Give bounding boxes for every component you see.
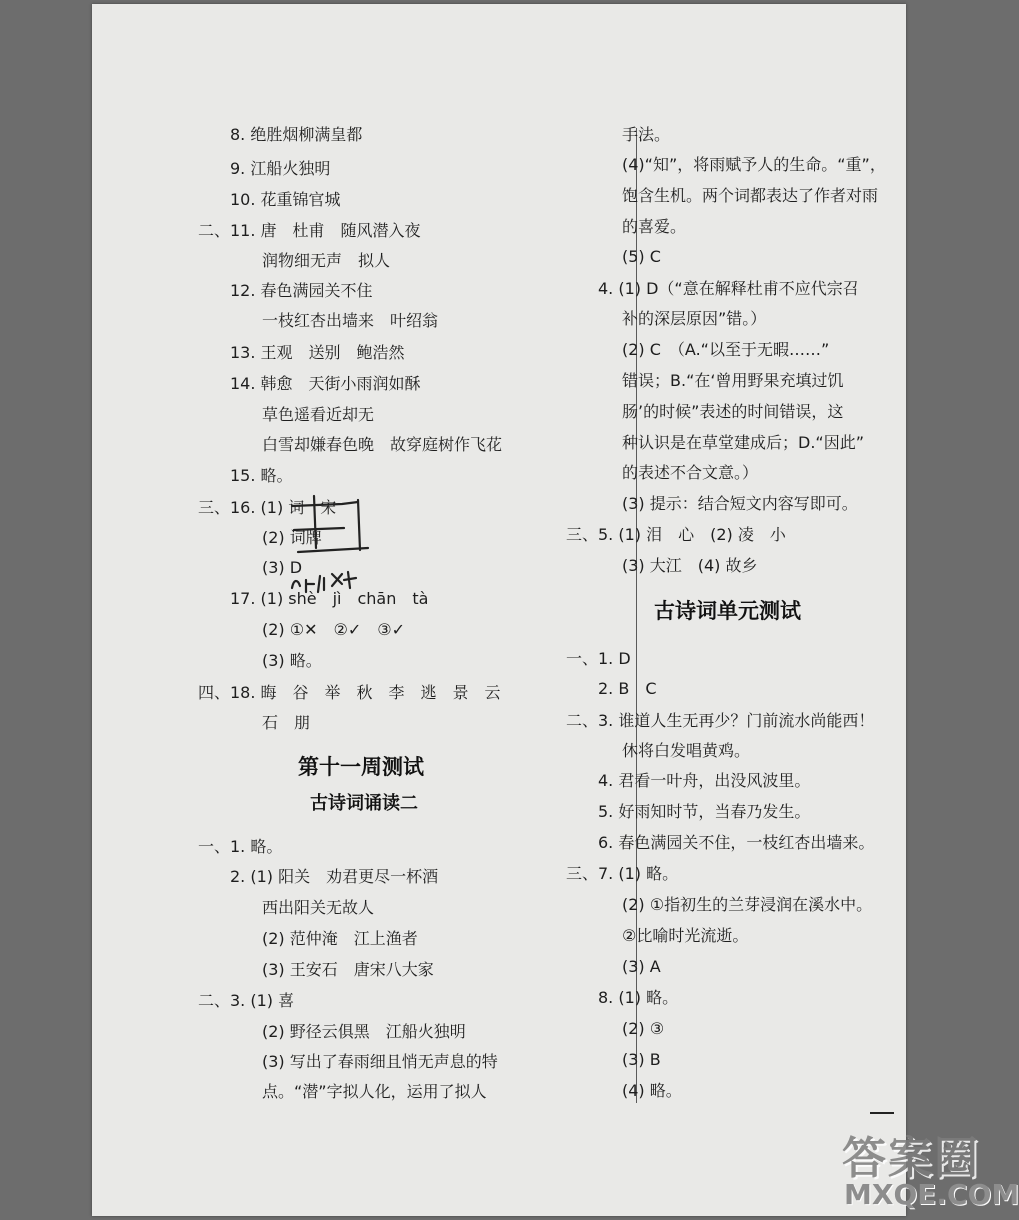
answer-line: 5. 好雨知时节，当春乃发生。	[598, 802, 811, 821]
unit-title: 古诗词单元测试	[654, 599, 801, 623]
answer-line: (2) 野径云俱黑 江船火独明	[262, 1022, 466, 1041]
answer-line: (3) 略。	[262, 651, 322, 670]
answer-line: (3) 大江 (4) 故乡	[622, 556, 758, 575]
handwriting-scribble	[284, 488, 374, 598]
answer-line: 6. 春色满园关不住，一枝红杏出墙来。	[598, 833, 875, 852]
answer-line: 8. (1) 略。	[598, 988, 679, 1007]
answer-line: (2) 范仲淹 江上渔者	[262, 929, 418, 948]
answer-line: ②比喻时光流逝。	[622, 926, 749, 945]
answer-line: (2) C （A.“以至于无暇……”	[622, 340, 830, 359]
answer-line: 一、1. 略。	[198, 837, 283, 856]
answer-line: 13. 王观 送别 鲍浩然	[230, 343, 405, 362]
answer-line: 二、11. 唐 杜甫 随风潜入夜	[198, 221, 421, 240]
answer-line: (4)“知”，将雨赋予人的生命。“重”，	[622, 155, 886, 174]
answer-line: 10. 花重锦官城	[230, 190, 341, 209]
week-title: 第十一周测试	[298, 755, 424, 779]
answer-line: 三、5. (1) 泪 心 (2) 凌 小	[566, 525, 786, 544]
week-subtitle: 古诗词诵读二	[310, 793, 418, 814]
answer-line: 的喜爱。	[622, 217, 687, 236]
answer-line: (3) 写出了春雨细且悄无声息的特	[262, 1052, 498, 1071]
answer-line: 二、3. (1) 喜	[198, 991, 295, 1010]
answer-line: 一枝红杏出墙来 叶绍翁	[262, 311, 439, 330]
answer-line: 17. (1) shè jì chān tà	[230, 589, 429, 608]
answer-line: 二、3. 谁道人生无再少？门前流水尚能西！	[566, 711, 875, 730]
answer-line: 三、7. (1) 略。	[566, 864, 679, 883]
answer-line: 2. B C	[598, 679, 657, 698]
answer-line: (3) 提示：结合短文内容写即可。	[622, 494, 858, 513]
answer-line: 草色遥看近却无	[262, 405, 375, 424]
answer-line: 手法。	[622, 125, 671, 144]
answer-line: 2. (1) 阳关 劝君更尽一杯酒	[230, 867, 439, 886]
answer-line: 一、1. D	[566, 649, 631, 668]
answer-line: (2) ③	[622, 1019, 665, 1038]
answer-line: 种认识是在草堂建成后；D.“因此”	[622, 433, 864, 452]
answer-line: (4) 略。	[622, 1081, 682, 1100]
answer-line: 的表述不合文意。）	[622, 463, 759, 482]
answer-line: (3) D	[262, 558, 303, 577]
answer-line: (5) C	[622, 247, 661, 266]
answer-line: 4. 君看一叶舟，出没风波里。	[598, 771, 811, 790]
answer-line: 石 朋	[262, 713, 311, 732]
answer-line: (2) ①✕ ②✓ ③✓	[262, 620, 406, 639]
answer-line: (2) 词牌	[262, 528, 322, 547]
answer-line: 润物细无声 拟人	[262, 251, 391, 270]
answer-line: 15. 略。	[230, 466, 293, 485]
answer-line: 12. 春色满园关不住	[230, 281, 373, 300]
answer-line: 四、18. 晦 谷 举 秋 李 逃 景 云	[198, 683, 501, 702]
answer-line: 14. 韩愈 天街小雨润如酥	[230, 374, 421, 393]
watermark-url: MXQE.COM	[844, 1178, 1019, 1211]
answer-line: 西出阳关无故人	[262, 898, 375, 917]
answer-line: 白雪却嫌春色晚 故穿庭树作飞花	[262, 435, 503, 454]
answer-line: 4. (1) D（“意在解释杜甫不应代宗召	[598, 279, 859, 298]
page-number-mark	[870, 1112, 894, 1114]
answer-line: (3) 王安石 唐宋八大家	[262, 960, 434, 979]
watermark-logo	[838, 1120, 1019, 1216]
answer-line: 8. 绝胜烟柳满皇都	[230, 125, 363, 144]
answer-line: (3) B	[622, 1050, 661, 1069]
answer-line: 饱含生机。两个词都表达了作者对雨	[622, 186, 879, 205]
answer-line: 肠’的时候”表述的时间错误，这	[622, 402, 844, 421]
answer-line: 点。“潜”字拟人化，运用了拟人	[262, 1082, 487, 1101]
answer-page	[92, 4, 906, 1216]
watermark-logo-text: 答案圈	[842, 1133, 980, 1184]
answer-line: 三、16. (1) 词 宋	[198, 498, 337, 517]
answer-line: 休将白发唱黄鸡。	[622, 741, 751, 760]
answer-line: 9. 江船火独明	[230, 159, 331, 178]
answer-line: (3) A	[622, 957, 661, 976]
answer-line: (2) ①指初生的兰芽浸润在溪水中。	[622, 895, 873, 914]
answer-line: 错误；B.“在‘曾用野果充填过饥	[622, 371, 844, 390]
answer-line: 补的深层原因”错。）	[622, 309, 767, 328]
